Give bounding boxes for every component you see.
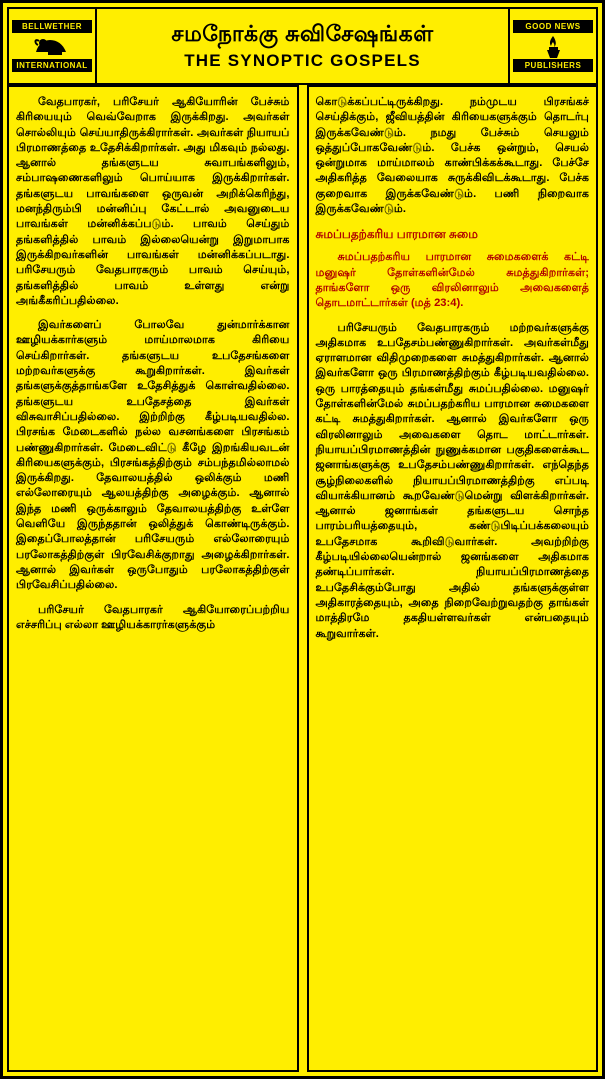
paragraph: பரிசேயர் வேதபாரகர் ஆகியோரைப்பற்றிய எச்சரிப்பு எல்லா ஊழியக்காரர்களுக்கும் [16, 603, 290, 631]
section-subheading: சுமப்பதற்கரிய பாரமான சுமை [315, 227, 478, 242]
page-title-tamil: சமநோக்கு சுவிசேஷங்கள் [171, 21, 434, 46]
scripture-quote: சுமப்பதற்கரிய பாரமான சுமைகளைக் கட்டி மனுஷர் தோள்களின்மேல் சுமத்துகிறார்கள்; தாங்களோ ஒரு விரலினாலும் அவைகளைத் தொடமாட்டார்கள் (மத் 23:4). [315, 251, 589, 310]
paragraph: வேதபாரகர், பரிசேயர் ஆகியோரின் பேச்சும் கிரியையும் வெவ்வேறாக இருக்கிறது. அவர்கள் சொல்லியும் செய்யாதிருக்கிரார்கள். அவர்கள் நியாயப் பிரமாணத்தை உதேசிக்கிறார்கள். அது மிகவும் நல்லது. ஆனால் தங்களுடய சுவாபங்களிலும், சம்பாஷணைகளிலும் பொய்யாக இருக்கிறார்கள். தங்களுடய பாவங்களை ஒருவன் அறிக்கெரிந்து, மனந்திரும்பி மன்னிப்பு கேட்டால் அவனுடைய பாவங்கள் மன்னிக்கப்படும். பாவம் செய்தும் தங்களித்தில் பாவம் இல்லையென்று இறுமாபாக இருக்கிறவர்களின் பாவங்கள் மன்னிக்கப்படாது. பரிசேயரும் வேதபாரகரும் பாவம் செய்யும், தங்களித்தில் பாவம் உள்ளது என்று அங்கீகரிப்பதில்லை. [16, 96, 290, 307]
ram-bell-icon [12, 33, 92, 59]
right-text-column [307, 85, 599, 1072]
publisher-logo-left [9, 9, 97, 83]
paragraph: பரிசேயரும் வேதபாரகரும் மற்றவர்களுக்கு அதிகமாக உபதேசம்பண்ணுகிறார்கள். அவர்கள்மீது ஏராளமான விதிமுறைகளை சுமத்துகிறார்கள். ஆனால் இவர்களோ ஒரு பிரமாணத்திற்கும் கீழ்படியவதில்லை. ஒரு பாரத்தையும் தங்கள்மீது சுமப்பதில்லை. மனுஷர் தோள்களின்மேல் சுமப்பதற்கரிய பாரமான சுமைகளை கட்டி சுமத்துகிறார்கள். ஆனால் இவர்களோ ஒரு விரலினாலும் அவைகளை தொட மாட்டார்கள். நியாயப்பிரமாணத்தின் நுணுக்கமான பகுதிகளைக்கூட ஜனாங்களுக்கு உபதேசம்பண்ணுகிறார்கள். எந்தெந்த சூழ்நிலைகளில் நியாயப்பிரமாணத்திற்கு எப்படி வியாக்கியானம் கூறவேண்டுமென்று விளக்கிறார்கள். ஆனால் ஜனாங்கள் தங்களுடய சொந்த பாரம்பரியத்தையும், கண்டுபிடிப்பக்கலையும் உபதேசமாக கூறிவிடுவார்கள். அவற்றிற்கு கீழ்படியில்லையென்றால் ஜனங்களை அதிகமாக தண்டிப்பார்கள். நியாயப்பிரமாணத்தை உபதேசிக்கும்போது அதில் தங்களுக்குள்ள அதிகாரத்தையும், அதை நிறைவேற்றுவதற்கு தாங்கள் மாத்திரமே தகதியள்ளவர்கள் என்பதையும் கூறுவார்கள். [315, 321, 589, 640]
publisher-logo-right [508, 9, 596, 83]
right-logo-bottom-text: PUBLISHERS [513, 59, 593, 72]
document-title-block [97, 9, 508, 83]
left-text-column [7, 85, 299, 1072]
torch-hand-icon [513, 33, 593, 59]
left-logo-bottom-text: INTERNATIONAL [12, 59, 92, 72]
paragraph-continued: கொடுக்கப்பட்டிருக்கிறது. நம்முடய பிரசங்கச் செய்திக்கும், ஜீவியத்தின் கிரியைகளுக்கும் தொடர்பு இருக்கவேண்டும். நமது பேச்சும் செயலும் ஒத்துப்போகவேண்டும். பேச்க ஒன்றும், செயல் ஒன்றுமாக மாய்மாலம் காண்பிக்கக்கூடாது. பேச்சே அதிகரித்த வேலையாக சுருக்கிவிடக்கூடாது. பேச்க குறைவாக இருக்கவேண்டும். பணி நிறைவாக இருக்கவேண்டும். [315, 96, 589, 216]
right-logo-top-text: GOOD NEWS [513, 20, 593, 33]
document-header [7, 7, 598, 85]
page-title-english: THE SYNOPTIC GOSPELS [184, 51, 421, 70]
paragraph: இவர்களைப் போலவே துன்மார்க்கான ஊழியக்கார்களும் மாய்மாலமாக கிரியை செய்கிறார்கள். தங்களுடய உபதேசங்களை மற்றவர்களுக்கு கூறுகிறார்கள். இவர்கள் தங்களுக்குத்தாங்களே உதேசித்துக் கொள்வதில்லை. தங்களுடய உபதேசத்தை இவர்கள் விசுவாசிப்பதில்லை. இற்றிற்கு கீழ்படியவதில்ல. பிரசங்க மேடைகளில் நல்ல வசனங்களை பிரசங்கம் பண்ணுகிறார்கள். மேடைவிட்டு கீழே இறங்கியவடன் கிரியைகளுக்கும், பிரசங்கத்திற்கும் சம்பந்தமில்லாமல் இருக்கிறது. தேவாலயத்தில் ஒலிக்கும் மணி எல்லோரையும் ஆலயத்திற்கு அழைக்கும். ஆனால் இந்த மணி ஒருக்காலும் தேவாலயத்திற்கு உள்ளே வெளியே இருந்ததான் ஒலித்துக் கொண்டிருக்கும். இதைப்போலத்தான் பரிசேயரும் எல்லோரையும் பரலோகத்திற்குள் பிரவேசிக்குறாது அழைக்கிறார்கள். ஆனால் இவர்கள் ஒருபோதும் பரலோகத்திற்குள் பிரவேசிப்பதில்லை. [16, 319, 290, 592]
left-logo-top-text: BELLWETHER [12, 20, 92, 33]
body-columns [7, 85, 598, 1072]
